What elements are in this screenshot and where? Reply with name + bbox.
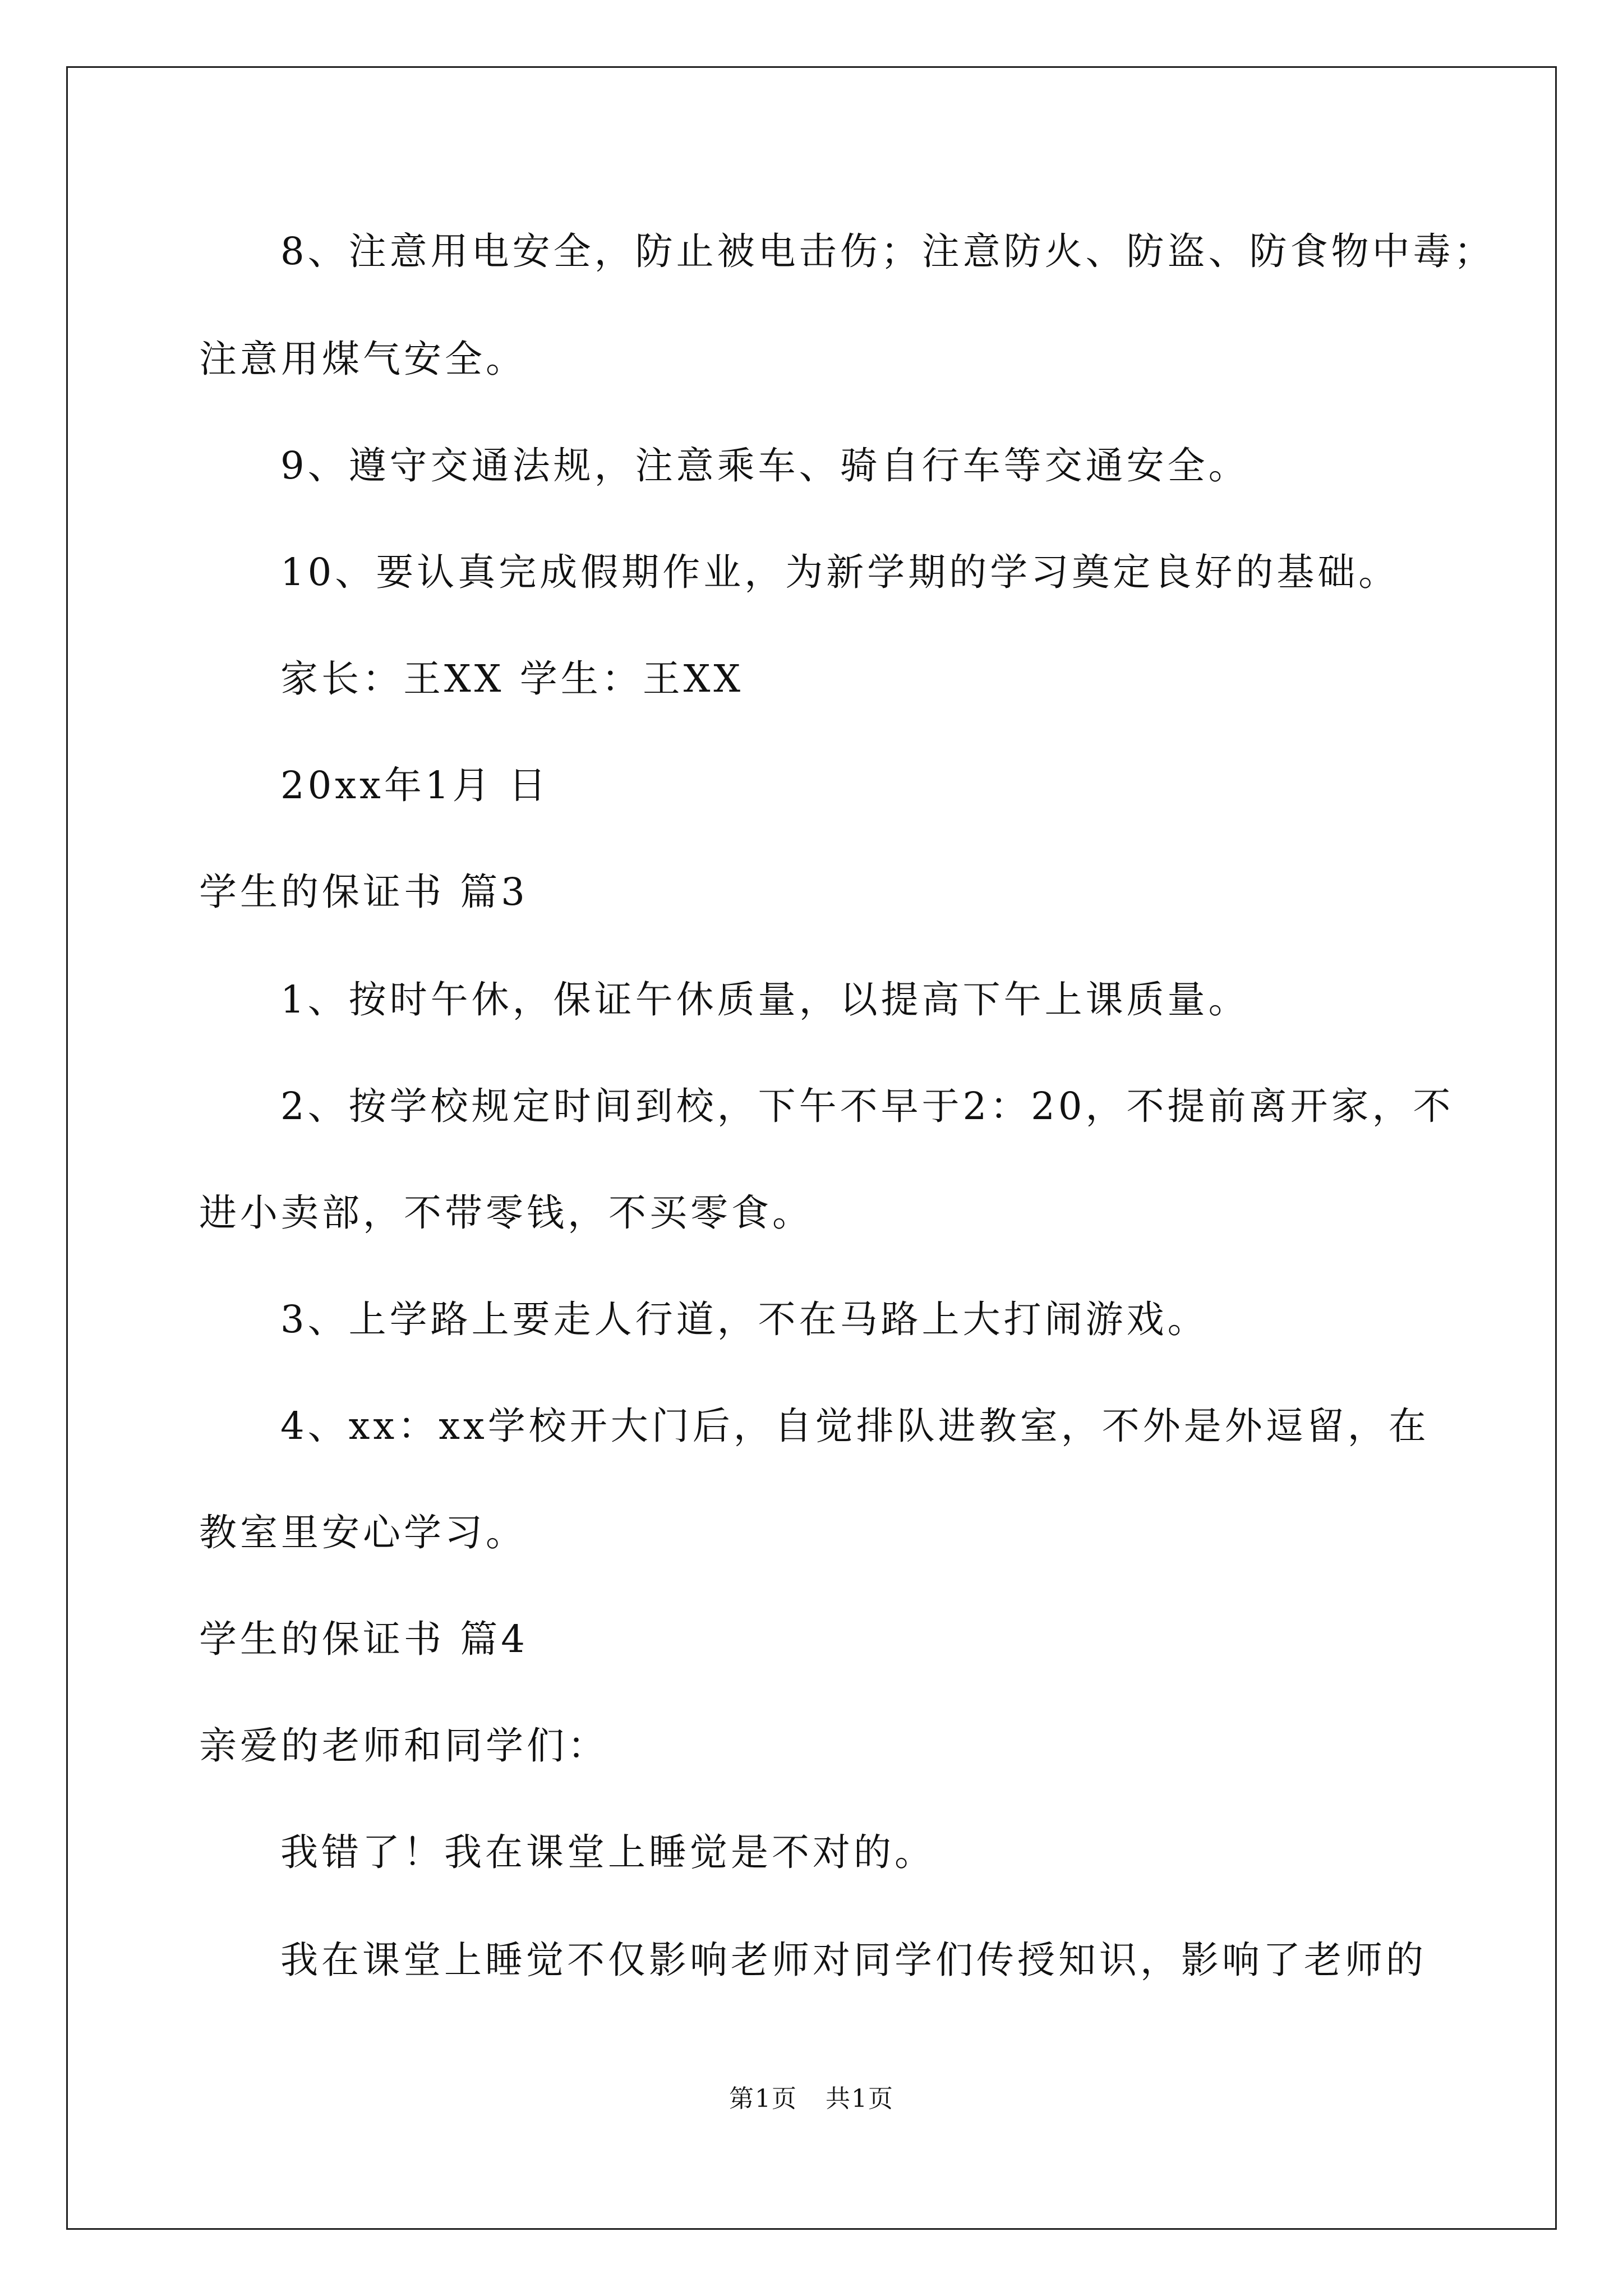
paragraph-line: 4、xx：xx学校开大门后，自觉排队进教室，不外是外逗留，在 [280,1404,1430,1448]
paragraph-line: 9、遵守交通法规，注意乘车、骑自行车等交通安全。 [280,444,1249,487]
section-heading: 学生的保证书 篇3 [199,870,528,914]
page-footer [0,2083,1623,2115]
paragraph-line: 我错了！我在课堂上睡觉是不对的。 [280,1830,935,1874]
paragraph-line: 进小卖部，不带零钱，不买零食。 [199,1191,813,1235]
section-heading: 学生的保证书 篇4 [199,1617,528,1661]
signature-line: 家长：王XX 学生：王XX [280,657,744,701]
page-total: 共1页 [826,2085,894,2113]
salutation-line: 亲爱的老师和同学们： [199,1724,608,1768]
page-number: 第1页 [729,2085,797,2113]
page-frame [66,66,1557,2230]
date-line: 20xx年1月 日 [280,763,550,807]
paragraph-line: 1、按时午休，保证午休质量，以提高下午上课质量。 [280,978,1249,1022]
paragraph-line: 教室里安心学习。 [199,1511,527,1554]
paragraph-line: 8、注意用电安全，防止被电击伤；注意防火、防盗、防食物中毒； [280,229,1495,273]
paragraph-line: 10、要认真完成假期作业，为新学期的学习奠定良好的基础。 [280,550,1400,594]
paragraph-line: 2、按学校规定时间到校，下午不早于2：20，不提前离开家，不 [280,1084,1454,1128]
paragraph-line: 注意用煤气安全。 [199,337,527,381]
paragraph-line: 我在课堂上睡觉不仅影响老师对同学们传授知识，影响了老师的 [280,1938,1427,1982]
paragraph-line: 3、上学路上要走人行道，不在马路上大打闹游戏。 [280,1297,1209,1341]
